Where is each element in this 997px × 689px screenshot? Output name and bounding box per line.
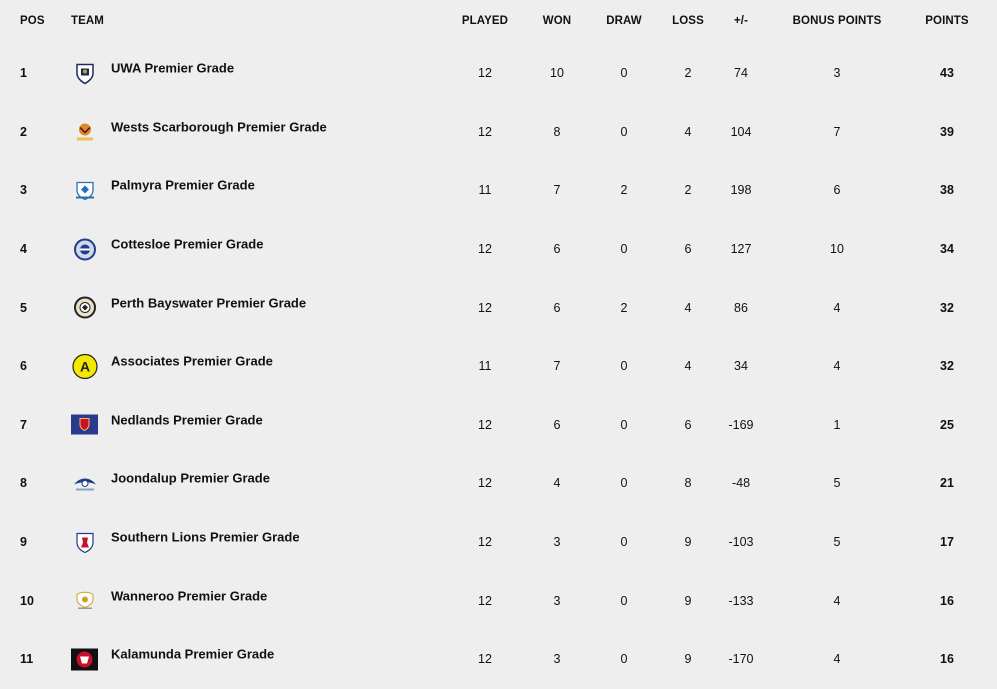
team-name[interactable]: Wests Scarborough Premier Grade (111, 119, 327, 135)
wanneroo-crest-icon (71, 587, 98, 614)
plus-minus-value: 104 (730, 124, 752, 139)
loss-value: 8 (684, 476, 692, 491)
team-cell[interactable] (71, 470, 270, 497)
team-name[interactable]: Wanneroo Premier Grade (111, 588, 268, 604)
team-name[interactable]: Associates Premier Grade (111, 353, 273, 369)
loss-value: 6 (684, 242, 692, 257)
plus-minus-value: -103 (728, 535, 754, 550)
svg-text:A: A (79, 358, 90, 375)
played-value: 12 (478, 300, 492, 315)
header-pos: POS (20, 15, 45, 27)
loss-value: 4 (684, 300, 692, 315)
team-cell[interactable] (71, 236, 263, 263)
team-name[interactable]: Joondalup Premier Grade (111, 470, 270, 486)
team-name[interactable]: Southern Lions Premier Grade (111, 529, 300, 545)
table-row (0, 454, 997, 513)
bonus-points-value: 6 (833, 183, 841, 198)
table-row (0, 103, 997, 162)
loss-value: 9 (684, 593, 692, 608)
table-row (0, 220, 997, 279)
bonus-points-value: 4 (833, 652, 841, 667)
uwa-crest-icon (71, 60, 98, 87)
header-draw: DRAW (606, 15, 642, 27)
header-plus-minus: +/- (733, 15, 749, 27)
won-value: 6 (553, 300, 561, 315)
draw-value: 0 (620, 417, 628, 432)
draw-value: 2 (620, 183, 628, 198)
team-cell[interactable] (71, 353, 273, 380)
table-row (0, 161, 997, 220)
header-bonus-points: BONUS POINTS (792, 15, 882, 27)
plus-minus-value: 74 (734, 66, 748, 81)
nedlands-crest-icon (71, 411, 98, 438)
joondalup-bird-icon (71, 470, 98, 497)
table-row (0, 571, 997, 630)
plus-minus-value: -133 (728, 593, 754, 608)
draw-value: 0 (620, 476, 628, 491)
team-cell[interactable] (71, 587, 267, 614)
header-played: PLAYED (461, 15, 509, 27)
points-value: 32 (940, 300, 954, 315)
plus-minus-value: 127 (730, 242, 752, 257)
table-row (0, 396, 997, 455)
draw-value: 2 (620, 300, 628, 315)
points-value: 32 (940, 359, 954, 374)
won-value: 8 (553, 124, 561, 139)
bonus-points-value: 4 (833, 359, 841, 374)
draw-value: 0 (620, 242, 628, 257)
won-value: 3 (553, 593, 561, 608)
table-row (0, 337, 997, 396)
draw-value: 0 (620, 359, 628, 374)
won-value: 4 (553, 476, 561, 491)
played-value: 11 (478, 183, 492, 198)
won-value: 7 (553, 183, 561, 198)
bonus-points-value: 1 (833, 417, 841, 432)
team-cell[interactable] (71, 529, 300, 556)
played-value: 12 (478, 476, 492, 491)
position-value: 8 (20, 476, 27, 491)
played-value: 12 (478, 66, 492, 81)
loss-value: 2 (684, 183, 692, 198)
plus-minus-value: 34 (734, 359, 748, 374)
loss-value: 2 (684, 66, 692, 81)
plus-minus-value: -170 (728, 652, 754, 667)
team-cell[interactable] (71, 646, 274, 673)
table-row (0, 278, 997, 337)
points-value: 16 (940, 593, 954, 608)
points-value: 39 (940, 124, 954, 139)
position-value: 10 (20, 593, 34, 608)
draw-value: 0 (620, 535, 628, 550)
palmyra-crest-icon (71, 177, 98, 204)
loss-value: 6 (684, 417, 692, 432)
bonus-points-value: 4 (833, 593, 841, 608)
points-value: 21 (940, 476, 954, 491)
played-value: 11 (478, 359, 492, 374)
position-value: 11 (20, 652, 34, 667)
bonus-points-value: 10 (830, 242, 844, 257)
wests-lion-icon (71, 118, 98, 145)
draw-value: 0 (620, 652, 628, 667)
team-cell[interactable] (71, 177, 255, 204)
plus-minus-value: -48 (731, 476, 751, 491)
table-row (0, 630, 997, 689)
played-value: 12 (478, 417, 492, 432)
points-value: 43 (940, 66, 954, 81)
loss-value: 4 (684, 124, 692, 139)
header-loss: LOSS (672, 15, 704, 27)
position-value: 6 (20, 359, 27, 374)
team-name[interactable]: UWA Premier Grade (111, 60, 235, 76)
team-cell[interactable] (71, 118, 327, 145)
header-team: TEAM (71, 15, 104, 27)
loss-value: 9 (684, 535, 692, 550)
table-row (0, 44, 997, 103)
position-value: 5 (20, 300, 27, 315)
draw-value: 0 (620, 66, 628, 81)
bonus-points-value: 5 (833, 535, 841, 550)
team-cell[interactable] (71, 294, 306, 321)
position-value: 1 (20, 66, 27, 81)
loss-value: 9 (684, 652, 692, 667)
plus-minus-value: 198 (730, 183, 752, 198)
bonus-points-value: 4 (833, 300, 841, 315)
won-value: 6 (553, 242, 561, 257)
points-value: 34 (940, 242, 954, 257)
bonus-points-value: 5 (833, 476, 841, 491)
played-value: 12 (478, 593, 492, 608)
table-row (0, 513, 997, 572)
team-name[interactable]: Cottesloe Premier Grade (111, 236, 264, 252)
position-value: 9 (20, 535, 27, 550)
bonus-points-value: 3 (833, 66, 841, 81)
table-header (0, 0, 997, 44)
points-value: 17 (940, 535, 954, 550)
perth-bayswater-icon (71, 294, 98, 321)
associates-a-icon (71, 353, 98, 380)
position-value: 2 (20, 124, 27, 139)
kalamunda-badge-icon (71, 646, 98, 673)
team-name[interactable]: Perth Bayswater Premier Grade (111, 295, 307, 311)
draw-value: 0 (620, 124, 628, 139)
won-value: 3 (553, 652, 561, 667)
header-points: POINTS (925, 15, 969, 27)
played-value: 12 (478, 535, 492, 550)
won-value: 10 (550, 66, 564, 81)
header-won: WON (542, 15, 572, 27)
played-value: 12 (478, 652, 492, 667)
position-value: 4 (20, 242, 27, 257)
played-value: 12 (478, 242, 492, 257)
points-value: 16 (940, 652, 954, 667)
cottesloe-badge-icon (71, 236, 98, 263)
won-value: 3 (553, 535, 561, 550)
points-value: 25 (940, 417, 954, 432)
won-value: 6 (553, 417, 561, 432)
draw-value: 0 (620, 593, 628, 608)
position-value: 3 (20, 183, 27, 198)
plus-minus-value: 86 (734, 300, 748, 315)
team-name[interactable]: Nedlands Premier Grade (111, 412, 263, 428)
team-cell[interactable] (71, 60, 234, 87)
loss-value: 4 (684, 359, 692, 374)
bonus-points-value: 7 (833, 124, 841, 139)
points-value: 38 (940, 183, 954, 198)
team-cell[interactable] (71, 411, 263, 438)
southern-lions-icon (71, 529, 98, 556)
won-value: 7 (553, 359, 561, 374)
team-name[interactable]: Kalamunda Premier Grade (111, 646, 275, 662)
played-value: 12 (478, 124, 492, 139)
team-name[interactable]: Palmyra Premier Grade (111, 177, 255, 193)
position-value: 7 (20, 417, 27, 432)
plus-minus-value: -169 (728, 417, 754, 432)
